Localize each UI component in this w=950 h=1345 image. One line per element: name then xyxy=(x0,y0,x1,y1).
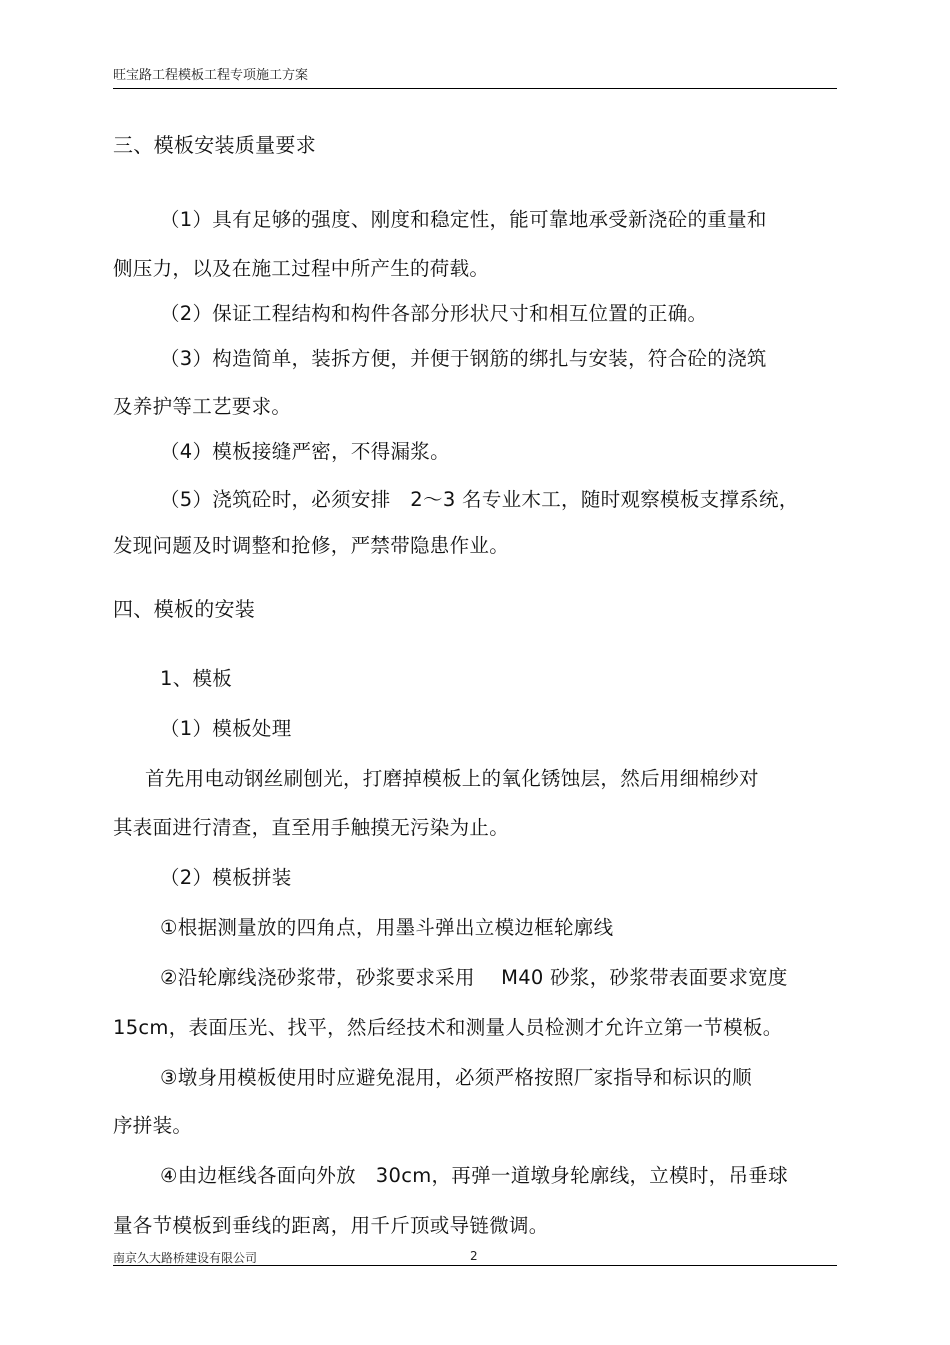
section-3-title: 三、模板安装质量要求 xyxy=(113,133,316,157)
step-4-line-1: ④由边框线各面向外放 30cm，再弹一道墩身轮廓线，立模时，吊垂球 xyxy=(160,1164,788,1187)
item-5-line-2: 发现问题及时调整和抢修，严禁带隐患作业。 xyxy=(113,534,510,557)
subsection-1-2-title: （2）模板拼装 xyxy=(160,866,292,889)
item-4: （4）模板接缝严密，不得漏浆。 xyxy=(160,440,450,463)
footer-rule xyxy=(113,1265,837,1266)
subsection-1-1-title: （1）模板处理 xyxy=(160,717,292,740)
header-rule xyxy=(113,88,837,89)
step-3-line-2: 序拼装。 xyxy=(113,1114,193,1137)
paragraph-1-line-1: 首先用电动钢丝刷刨光，打磨掉模板上的氧化锈蚀层，然后用细棉纱对 xyxy=(145,767,759,790)
item-2: （2）保证工程结构和构件各部分形状尺寸和相互位置的正确。 xyxy=(160,302,708,325)
item-1-line-1: （1）具有足够的强度、刚度和稳定性，能可靠地承受新浇砼的重量和 xyxy=(160,208,767,231)
item-5-line-1: （5）浇筑砼时，必须安排 2～3 名专业木工，随时观察模板支撑系统， xyxy=(160,488,799,511)
item-3-line-1: （3）构造简单，装拆方便，并便于钢筋的绑扎与安装，符合砼的浇筑 xyxy=(160,347,767,370)
step-2-line-2: 15cm，表面压光、找平，然后经技术和测量人员检测才允许立第一节模板。 xyxy=(113,1016,783,1039)
step-4-line-2: 量各节模板到垂线的距离，用千斤顶或导链微调。 xyxy=(113,1214,549,1237)
step-2-line-1: ②沿轮廓线浇砂浆带，砂浆要求采用 M40 砂浆，砂浆带表面要求宽度 xyxy=(160,966,788,989)
step-1: ①根据测量放的四角点，用墨斗弹出立模边框轮廓线 xyxy=(160,916,614,939)
section-4-title: 四、模板的安装 xyxy=(113,597,256,621)
footer-company: 南京久大路桥建设有限公司 xyxy=(113,1251,258,1265)
paragraph-1-line-2: 其表面进行清查，直至用手触摸无污染为止。 xyxy=(113,816,510,839)
item-1-line-2: 侧压力，以及在施工过程中所产生的荷载。 xyxy=(113,257,490,280)
subsection-1-title: 1、模板 xyxy=(160,667,233,690)
page-header-title: 旺宝路工程模板工程专项施工方案 xyxy=(113,68,309,83)
step-3-line-1: ③墩身用模板使用时应避免混用，必须严格按照厂家指导和标识的顺 xyxy=(160,1066,752,1089)
footer-page-number: 2 xyxy=(470,1249,478,1263)
item-3-line-2: 及养护等工艺要求。 xyxy=(113,395,292,418)
